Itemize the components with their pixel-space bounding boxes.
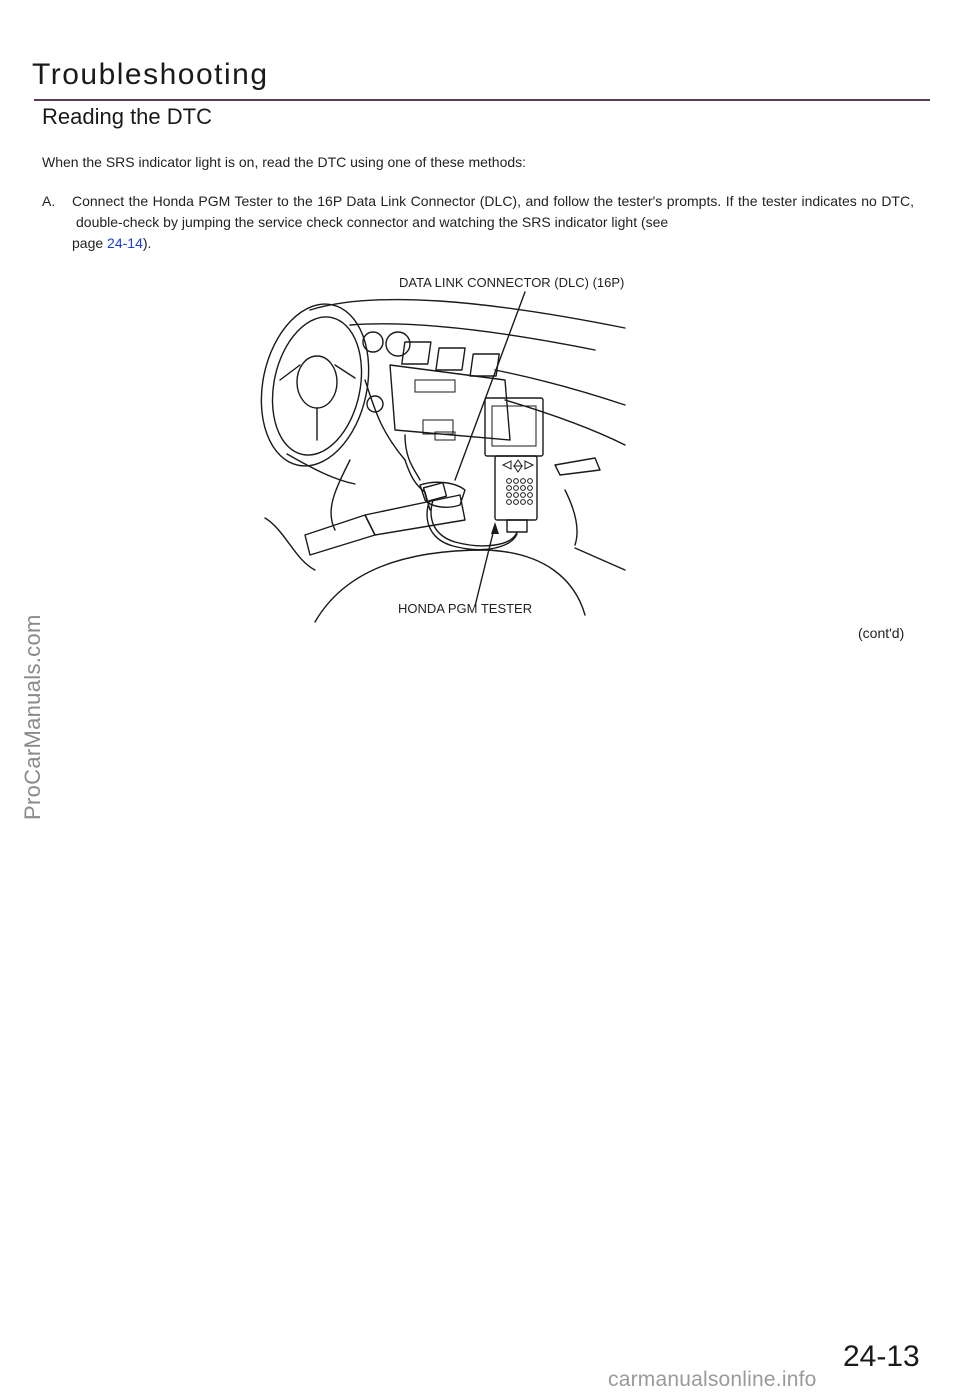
- step-page-ref: [72, 233, 914, 254]
- tester-callout-label: HONDA PGM TESTER: [398, 601, 533, 616]
- watermark-bottom: carmanualsonline.info: [608, 1368, 817, 1391]
- page-title: Troubleshooting: [32, 58, 269, 91]
- dashboard-illustration: [255, 270, 655, 630]
- dlc-callout-label: DATA LINK CONNECTOR (DLC) (16P): [399, 275, 625, 290]
- step-text-end: ).: [142, 235, 152, 251]
- step-body: [72, 191, 914, 254]
- continued-note: (cont'd): [858, 625, 905, 641]
- step-letter: A.: [42, 193, 56, 209]
- watermark-left: ProCarManuals.com: [20, 614, 45, 820]
- section-heading: Reading the DTC: [42, 104, 212, 129]
- intro-paragraph: When the SRS indicator light is on, read the DTC using one of these methods:: [42, 154, 527, 170]
- step-a: [42, 191, 914, 254]
- page-number: 24-13: [843, 1340, 920, 1373]
- step-text: Connect the Honda PGM Tester to the 16P Data Link Connector (DLC), and follow the tester's prompts. If the tester indicates no DTC, double-check by jumping the service check connector and watching the SRS indicator light (see: [72, 193, 914, 230]
- title-rule: [34, 99, 930, 101]
- page-prefix: page: [72, 235, 108, 251]
- page-link[interactable]: 24-14: [107, 235, 143, 251]
